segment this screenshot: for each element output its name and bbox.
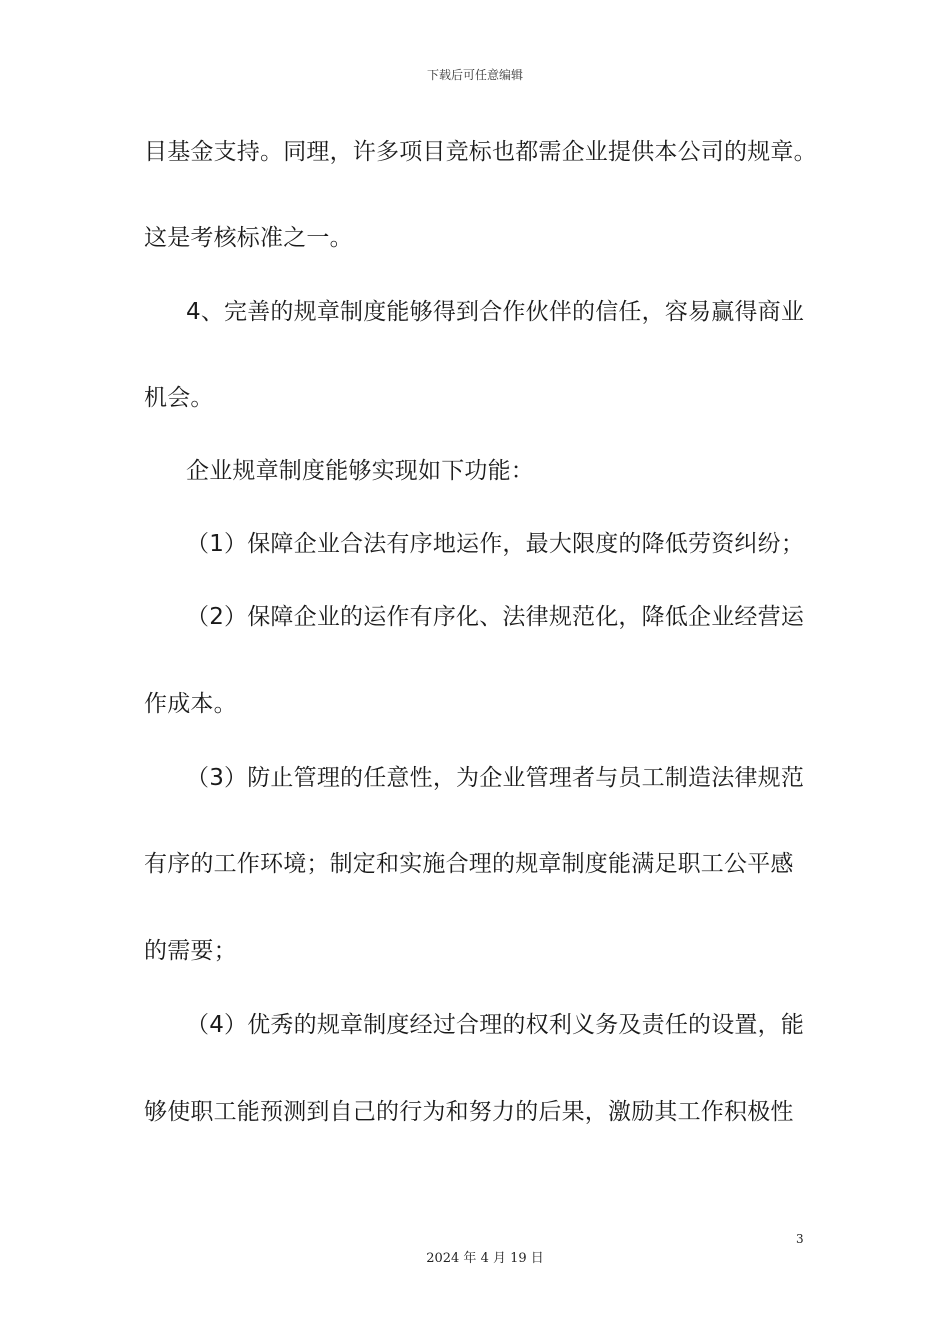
body-line: 够使职工能预测到自己的行为和努力的后果，激励其工作积极性 (144, 1099, 794, 1125)
body-line: 作成本。 (144, 691, 237, 717)
body-line: 机会。 (144, 385, 214, 411)
body-line: （2）保障企业的运作有序化、法律规范化，降低企业经营运 (186, 604, 805, 630)
body-line: （4）优秀的规章制度经过合理的权利义务及责任的设置，能 (186, 1012, 805, 1038)
page-header: 下载后可任意编辑 (426, 68, 523, 82)
body-line: （3）防止管理的任意性，为企业管理者与员工制造法律规范 (186, 765, 805, 791)
body-line: 的需要； (144, 938, 237, 964)
body-line: 这是考核标准之一。 (144, 225, 353, 251)
page-footer-date: 2024 年 4 月 19 日 (426, 1251, 544, 1266)
body-line: 有序的工作环境；制定和实施合理的规章制度能满足职工公平感 (144, 851, 794, 877)
page-number: 3 (796, 1232, 804, 1246)
body-line: 4、完善的规章制度能够得到合作伙伴的信任，容易赢得商业 (186, 299, 805, 325)
body-line: 目基金支持。同理，许多项目竞标也都需企业提供本公司的规章。 (144, 139, 817, 165)
body-line: 企业规章制度能够实现如下功能： (186, 458, 534, 484)
body-line: （1）保障企业合法有序地运作，最大限度的降低劳资纠纷； (186, 531, 805, 557)
